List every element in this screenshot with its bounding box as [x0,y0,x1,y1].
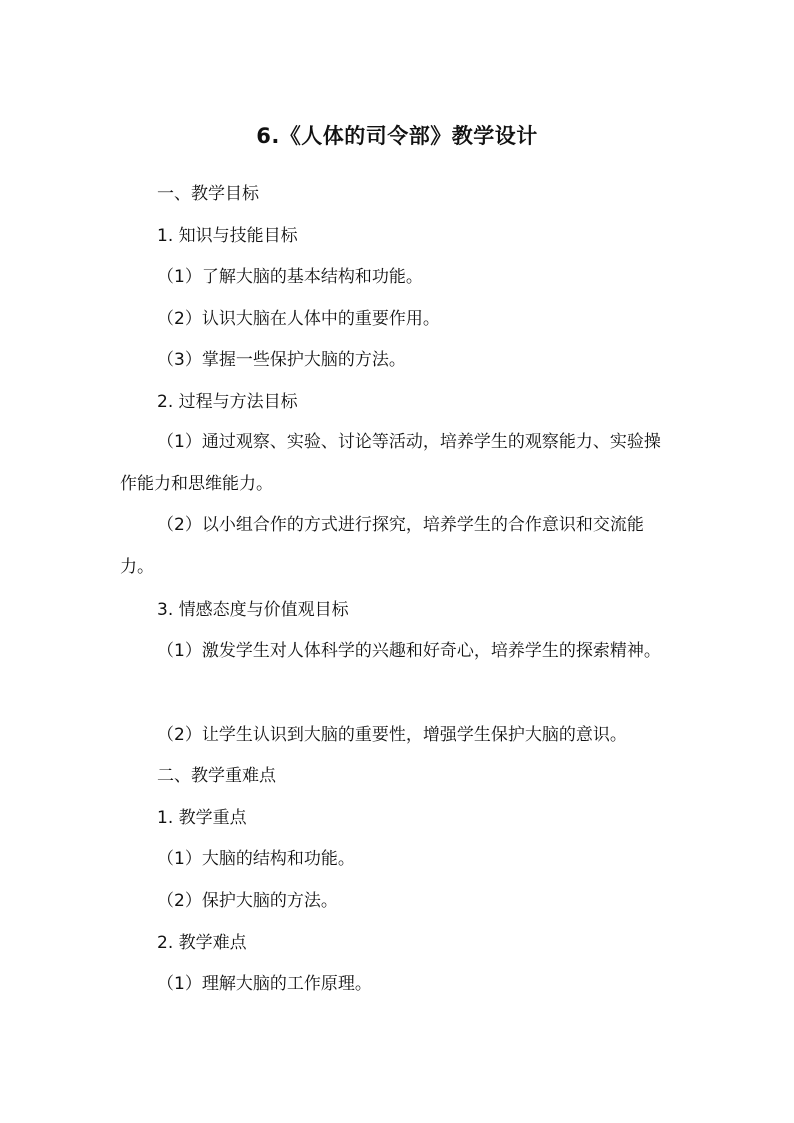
paragraph: （1）理解大脑的工作原理。 [157,974,372,994]
paragraph: （1）大脑的结构和功能。 [157,849,355,869]
paragraph: （2）让学生认识到大脑的重要性，增强学生保护大脑的意识。 [157,725,627,745]
subheading-key-point: 1. 教学重点 [157,808,247,828]
paragraph: （2）认识大脑在人体中的重要作用。 [157,309,440,329]
subheading-knowledge-skills: 1. 知识与技能目标 [157,226,298,246]
subheading-process-method: 2. 过程与方法目标 [157,392,298,412]
paragraph: （1）激发学生对人体科学的兴趣和好奇心，培养学生的探索精神。 [157,641,661,661]
paragraph: （2）以小组合作的方式进行探究，培养学生的合作意识和交流能力。 [120,515,644,577]
subheading-emotion-values: 3. 情感态度与价值观目标 [157,600,349,620]
paragraph: （2）保护大脑的方法。 [157,891,338,911]
document-title: 6.《人体的司令部》教学设计 [256,124,538,148]
paragraph: （1）通过观察、实验、讨论等活动，培养学生的观察能力、实验操作能力和思维能力。 [120,432,661,494]
section-heading-objectives: 一、教学目标 [157,184,259,204]
paragraph: （1）了解大脑的基本结构和功能。 [157,267,423,287]
subheading-difficulty: 2. 教学难点 [157,933,247,953]
section-heading-key-points: 二、教学重难点 [157,766,276,786]
paragraph: （3）掌握一些保护大脑的方法。 [157,350,406,370]
